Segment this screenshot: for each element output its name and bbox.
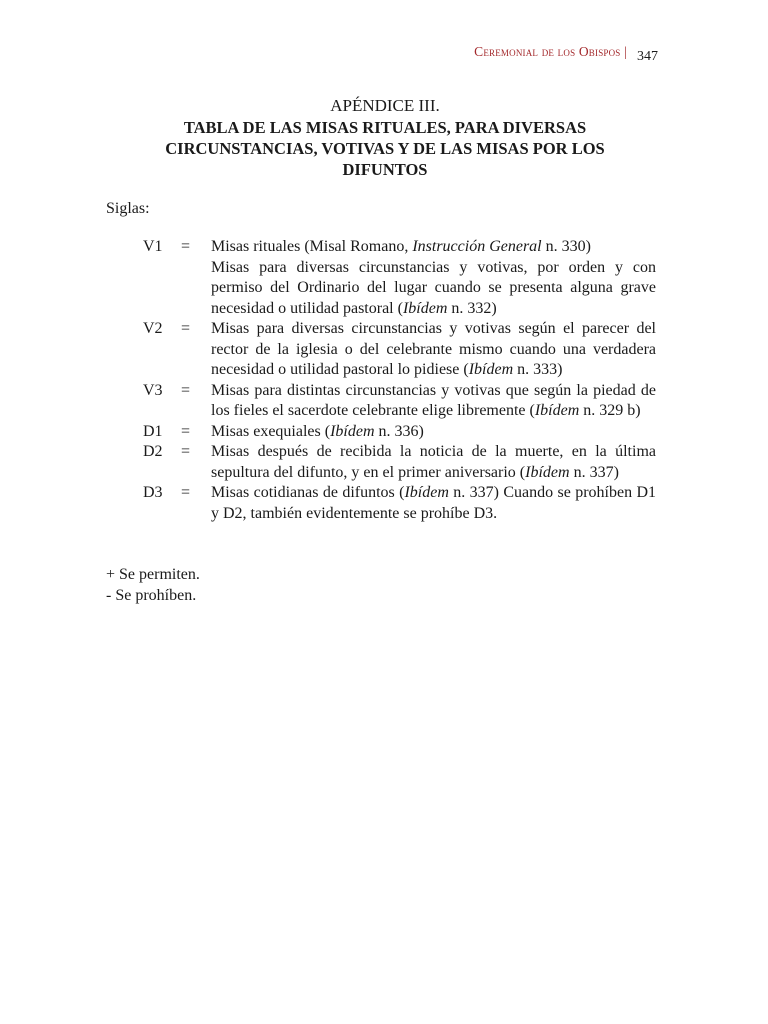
text-segment: n. 336) bbox=[374, 422, 424, 440]
italic-segment: Ibídem bbox=[534, 402, 580, 419]
page-header bbox=[474, 44, 658, 64]
equals-sign: = bbox=[181, 443, 191, 460]
entry-description bbox=[211, 442, 656, 483]
legend-prohibited: - Se prohíben. bbox=[106, 586, 197, 604]
text-segment: Misas exequiales ( bbox=[211, 422, 331, 440]
main-title-line-1: TABLA DE LAS MISAS RITUALES, PARA DIVERSAS bbox=[183, 118, 587, 137]
siglas-label: Siglas: bbox=[106, 200, 150, 217]
entry-code: D2 bbox=[143, 443, 163, 460]
entry-description bbox=[211, 381, 656, 422]
entry-paragraph bbox=[211, 258, 656, 320]
entry-code: V1 bbox=[143, 238, 163, 255]
equals-sign: = bbox=[181, 484, 191, 501]
equals-sign: = bbox=[181, 238, 191, 255]
text-segment: n. 337) bbox=[569, 463, 619, 481]
abbreviation-list bbox=[106, 237, 656, 524]
appendix-heading: APÉNDICE III. bbox=[330, 96, 440, 115]
text-segment: n. 333) bbox=[513, 361, 563, 378]
text-segment: n. 330) bbox=[541, 238, 591, 255]
entry-v3 bbox=[106, 381, 656, 422]
entry-code: V3 bbox=[143, 381, 163, 399]
italic-segment: Ibídem bbox=[330, 422, 375, 440]
text-segment: Misas para distintas circunstancias y votivas que según la piedad de los fieles el sacerdote celebrante elige libremente ( bbox=[211, 381, 656, 419]
legend bbox=[106, 565, 200, 606]
entry-paragraph bbox=[211, 237, 656, 258]
entry-description bbox=[211, 483, 656, 524]
entry-description bbox=[211, 237, 656, 319]
equals-sign: = bbox=[181, 381, 191, 399]
italic-segment: Ibídem bbox=[525, 463, 570, 481]
italic-segment: Instrucción General bbox=[412, 238, 542, 255]
text-segment: n. 332) bbox=[447, 299, 497, 317]
equals-sign: = bbox=[181, 320, 191, 337]
entry-code: D3 bbox=[143, 484, 163, 501]
entry-d1 bbox=[106, 422, 656, 443]
entry-d2 bbox=[106, 442, 656, 483]
text-segment: Misas para diversas circunstancias y votivas según el parecer del rector de la iglesia o del celebrante mismo cuando una verdadera necesidad o utilidad pastoral lo pidiese ( bbox=[211, 320, 656, 378]
text-segment: Misas después de recibida la noticia de la muerte, en la última sepultura del difunto, y en el primer aniversario ( bbox=[211, 443, 656, 481]
entry-code: D1 bbox=[143, 422, 163, 440]
text-segment: Misas cotidianas de difuntos ( bbox=[211, 484, 405, 501]
main-title-line-2: CIRCUNSTANCIAS, VOTIVAS Y DE LAS MISAS POR LOS bbox=[165, 139, 605, 158]
equals-sign: = bbox=[181, 422, 191, 440]
text-segment: Misas para diversas circunstancias y votivas, por orden y con permiso del Ordinario del lugar cuando se presenta alguna grave necesidad o utilidad pastoral ( bbox=[211, 258, 656, 317]
text-segment: n. 329 b) bbox=[579, 402, 641, 419]
page-number: 347 bbox=[637, 49, 658, 64]
entry-d3 bbox=[106, 483, 656, 524]
italic-segment: Ibídem bbox=[404, 484, 449, 501]
italic-segment: Ibídem bbox=[468, 361, 514, 378]
title-block bbox=[100, 95, 670, 180]
text-segment: n. 337) Cuando se prohíben D1 y D2, también evidentemente se prohíbe D3. bbox=[211, 484, 657, 522]
entry-v2 bbox=[106, 319, 656, 381]
entry-code: V2 bbox=[143, 320, 163, 337]
legend-permitted: + Se permiten. bbox=[106, 566, 200, 583]
italic-segment: Ibídem bbox=[402, 299, 448, 317]
entry-v1 bbox=[106, 237, 656, 319]
running-title: Ceremonial de los Obispos | bbox=[474, 44, 627, 59]
text-segment: Misas rituales (Misal Romano, bbox=[211, 238, 413, 255]
entry-description bbox=[211, 319, 656, 381]
entry-description bbox=[211, 422, 656, 443]
main-title-line-3: DIFUNTOS bbox=[342, 160, 428, 179]
